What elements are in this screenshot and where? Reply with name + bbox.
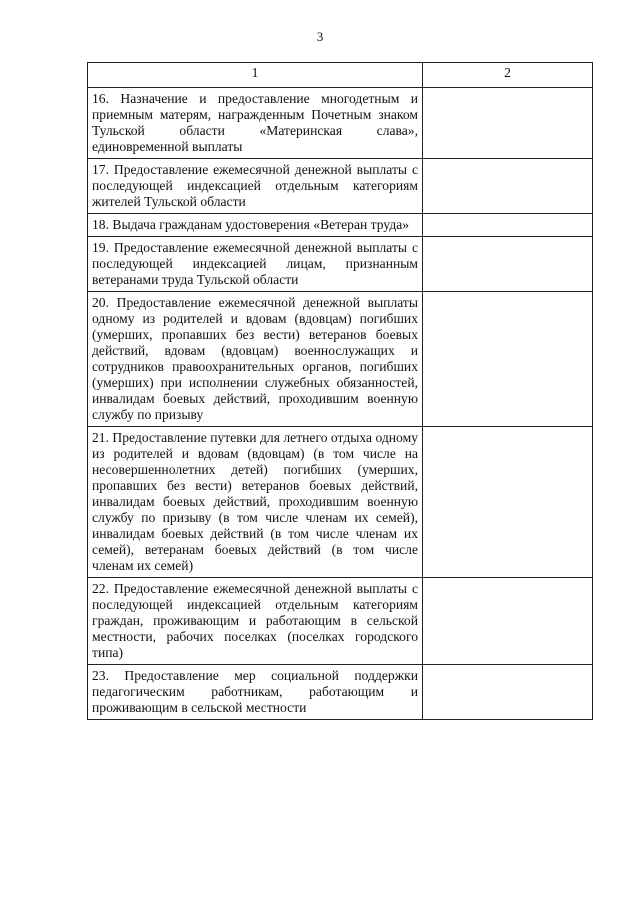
service-item-19: 19. Предоставление ежемесячной денежной выплаты с последующей индексацией лицам, признанным ветеранами труда Тульской области bbox=[88, 237, 423, 292]
table-row bbox=[88, 237, 593, 292]
table-row bbox=[88, 159, 593, 214]
column-2-cell bbox=[423, 237, 593, 292]
service-item-21: 21. Предоставление путевки для летнего отдыха одному из родителей и вдовам (вдовцам) (в том числе на несовершеннолетних детей) погибших (умерших, пропавших без вести) ветеранов боевых действий, инвалидам боевых действий, проходившим военную службу по призыву (в том числе членам их семей), инвалидам боевых действий (в том числе членам их семей), ветеранам боевых действий (в том числе членам их семей) bbox=[88, 427, 423, 578]
column-2-cell bbox=[423, 665, 593, 720]
column-2-cell bbox=[423, 578, 593, 665]
service-item-20: 20. Предоставление ежемесячной денежной выплаты одному из родителей и вдовам (вдовцам) погибших (умерших, пропавших без вести) ветеранов боевых действий, вдовам (вдовцам) военнослужащих и сотрудников правоохранительных органов, погибших (умерших) при исполнении служебных обязанностей, инвалидам боевых действий, проходившим военную службу по призыву bbox=[88, 292, 423, 427]
column-2-cell bbox=[423, 214, 593, 237]
service-item-23: 23. Предоставление мер социальной поддержки педагогическим работникам, работающим и проживающим в сельской местности bbox=[88, 665, 423, 720]
column-2-cell bbox=[423, 159, 593, 214]
column-2-cell bbox=[423, 427, 593, 578]
table-row bbox=[88, 292, 593, 427]
table-row bbox=[88, 88, 593, 159]
table-row bbox=[88, 214, 593, 237]
table-row bbox=[88, 578, 593, 665]
table-row bbox=[88, 665, 593, 720]
table-header-row bbox=[88, 63, 593, 88]
service-item-18: 18. Выдача гражданам удостоверения «Ветеран труда» bbox=[88, 214, 423, 237]
service-item-16: 16. Назначение и предоставление многодетным и приемным матерям, награжденным Почетным знаком Тульской области «Материнская слава», единовременной выплаты bbox=[88, 88, 423, 159]
column-header-2: 2 bbox=[423, 63, 593, 88]
column-2-cell bbox=[423, 292, 593, 427]
service-item-17: 17. Предоставление ежемесячной денежной выплаты с последующей индексацией отдельным категориям жителей Тульской области bbox=[88, 159, 423, 214]
service-item-22: 22. Предоставление ежемесячной денежной выплаты с последующей индексацией отдельным категориям граждан, проживающим и работающим в сельской местности, рабочих поселках (поселках городского типа) bbox=[88, 578, 423, 665]
column-2-cell bbox=[423, 88, 593, 159]
column-header-1: 1 bbox=[88, 63, 423, 88]
services-table bbox=[87, 62, 593, 720]
table-row bbox=[88, 427, 593, 578]
page-number: 3 bbox=[316, 29, 324, 44]
